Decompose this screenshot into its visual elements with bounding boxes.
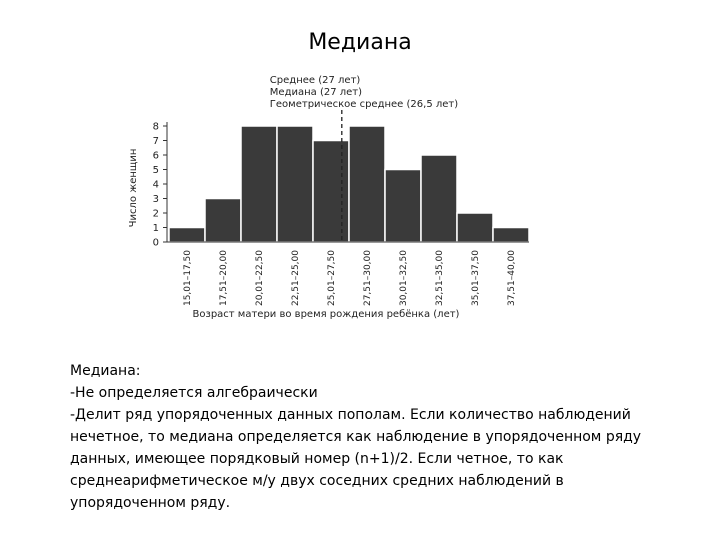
body-text-line: упорядоченном ряду. <box>70 495 231 511</box>
body-text-line: нечетное, то медиана определяется как наблюдение в упорядоченном ряду <box>70 429 642 445</box>
chart-annotation: Среднее (27 лет) <box>269 75 361 86</box>
x-tick-label: 20,01–22,50 <box>255 250 265 307</box>
x-tick-label: 35,01–37,50 <box>471 250 481 307</box>
y-tick-label: 8 <box>152 121 159 133</box>
x-tick-label: 22,51–25,00 <box>291 250 301 307</box>
body-text-line: данных, имеющее порядковый номер (n+1)/2. Если четное, то как <box>70 451 564 467</box>
x-tick-label: 27,51–30,00 <box>363 250 373 307</box>
x-tick-label: 37,51–40,00 <box>507 250 517 307</box>
x-tick-label: 32,51–35,00 <box>435 250 445 307</box>
y-tick-label: 0 <box>152 237 159 249</box>
histogram-bar <box>457 213 493 242</box>
y-tick-label: 4 <box>152 179 159 191</box>
x-tick-label: 25,01–27,50 <box>327 250 337 307</box>
y-tick-label: 7 <box>152 136 159 147</box>
y-tick-label: 6 <box>152 150 159 162</box>
y-tick-label: 3 <box>152 194 159 205</box>
histogram-bar <box>241 126 277 242</box>
histogram-bar <box>169 228 205 243</box>
histogram-chart <box>110 70 560 330</box>
y-tick-label: 1 <box>152 223 159 234</box>
histogram-bar <box>313 141 349 243</box>
y-axis-label: Число женщин <box>128 148 139 228</box>
x-tick-label: 17,51–20,00 <box>219 250 229 307</box>
body-text-line: Медиана: <box>70 363 141 379</box>
histogram-bar <box>493 228 529 243</box>
body-text-line: -Делит ряд упорядоченных данных пополам. Если количество наблюдений <box>70 407 631 423</box>
histogram-bar <box>385 170 421 243</box>
chart-annotation: Геометрическое среднее (26,5 лет) <box>269 99 459 110</box>
x-tick-label: 15,01–17,50 <box>183 250 193 307</box>
slide-body-text <box>70 360 690 514</box>
histogram-bar <box>277 126 313 242</box>
y-tick-label: 2 <box>152 208 159 220</box>
x-tick-label: 30,01–32,50 <box>399 250 409 307</box>
slide-title: Медиана <box>308 30 412 55</box>
chart-bars <box>169 126 529 242</box>
x-axis-label: Возраст матери во время рождения ребёнка (лет) <box>192 309 460 320</box>
histogram-bar <box>205 199 241 243</box>
chart-annotations <box>270 75 458 110</box>
body-text-line: среднеарифметическое м/у двух соседних средних наблюдений в <box>70 473 564 489</box>
chart-annotation: Медиана (27 лет) <box>269 87 363 98</box>
histogram-bar <box>421 155 457 242</box>
histogram-bar <box>349 126 385 242</box>
y-tick-label: 5 <box>152 165 159 176</box>
x-tick-labels <box>183 250 517 306</box>
body-text-line: -Не определяется алгебраически <box>70 385 318 401</box>
